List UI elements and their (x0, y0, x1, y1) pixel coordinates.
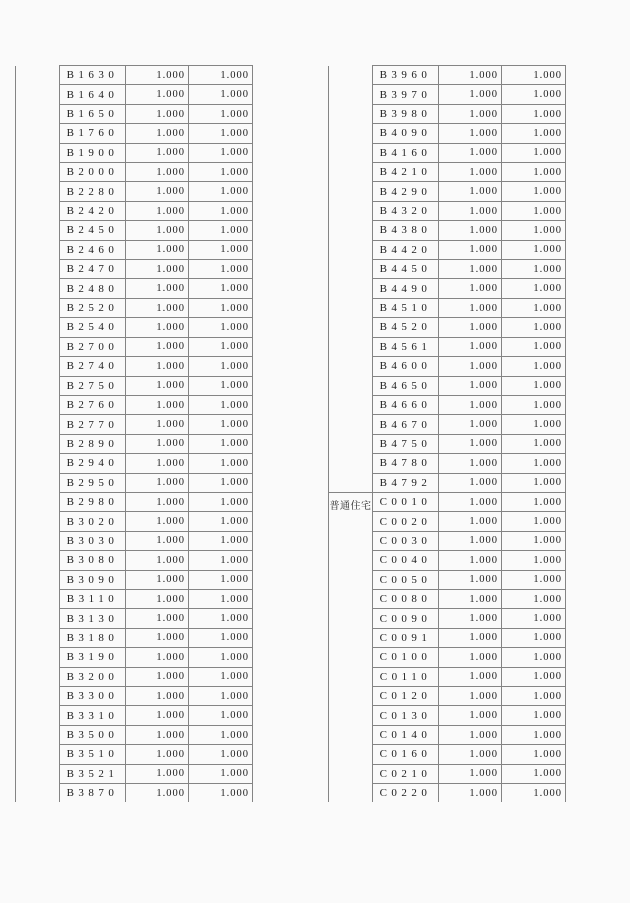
value-cell: 1.000 (189, 434, 253, 453)
value-cell: 1.000 (439, 143, 502, 162)
value-cell: 1.000 (189, 687, 253, 706)
value-cell: 1.000 (502, 104, 566, 123)
value-cell: 1.000 (189, 221, 253, 240)
value-cell: 1.000 (126, 104, 189, 123)
value-cell: 1.000 (502, 706, 566, 725)
value-cell: 1.000 (502, 434, 566, 453)
value-cell: 1.000 (189, 706, 253, 725)
value-cell: 1.000 (502, 182, 566, 201)
value-cell: 1.000 (126, 454, 189, 473)
code-cell: B4450 (373, 260, 439, 279)
value-cell: 1.000 (126, 298, 189, 317)
code-cell: B3110 (60, 589, 126, 608)
code-cell: B2980 (60, 492, 126, 511)
value-cell: 1.000 (439, 395, 502, 414)
code-cell: B3500 (60, 725, 126, 744)
value-cell: 1.000 (126, 318, 189, 337)
value-cell: 1.000 (189, 473, 253, 492)
value-cell: 1.000 (189, 745, 253, 764)
value-cell: 1.000 (439, 182, 502, 201)
value-cell: 1.000 (502, 589, 566, 608)
code-cell: B2280 (60, 182, 126, 201)
value-cell: 1.000 (189, 260, 253, 279)
code-cell: B3310 (60, 706, 126, 725)
value-cell: 1.000 (439, 337, 502, 356)
value-cell: 1.000 (439, 551, 502, 570)
value-cell: 1.000 (189, 531, 253, 550)
value-cell: 1.000 (189, 784, 253, 803)
value-cell: 1.000 (439, 85, 502, 104)
value-cell: 1.000 (189, 66, 253, 85)
value-cell: 1.000 (502, 318, 566, 337)
value-cell: 1.000 (189, 395, 253, 414)
value-cell: 1.000 (189, 512, 253, 531)
value-cell: 1.000 (502, 764, 566, 783)
value-cell: 1.000 (439, 648, 502, 667)
left-table-body (16, 66, 253, 803)
value-cell: 1.000 (439, 725, 502, 744)
value-cell: 1.000 (126, 279, 189, 298)
value-cell: 1.000 (126, 473, 189, 492)
code-cell: B3090 (60, 570, 126, 589)
value-cell: 1.000 (126, 221, 189, 240)
value-cell: 1.000 (126, 201, 189, 220)
code-cell: B2450 (60, 221, 126, 240)
code-cell: B3870 (60, 784, 126, 803)
value-cell: 1.000 (439, 318, 502, 337)
value-cell: 1.000 (189, 85, 253, 104)
value-cell: 1.000 (126, 784, 189, 803)
value-cell: 1.000 (439, 628, 502, 647)
value-cell: 1.000 (126, 395, 189, 414)
value-cell: 1.000 (126, 66, 189, 85)
value-cell: 1.000 (126, 589, 189, 608)
value-cell: 1.000 (126, 415, 189, 434)
value-cell: 1.000 (502, 395, 566, 414)
value-cell: 1.000 (502, 609, 566, 628)
value-cell: 1.000 (502, 745, 566, 764)
value-cell: 1.000 (502, 512, 566, 531)
value-cell: 1.000 (439, 745, 502, 764)
value-cell: 1.000 (439, 66, 502, 85)
value-cell: 1.000 (439, 512, 502, 531)
value-cell: 1.000 (189, 551, 253, 570)
value-cell: 1.000 (502, 473, 566, 492)
code-cell: C0030 (373, 531, 439, 550)
value-cell: 1.000 (189, 725, 253, 744)
code-cell: B2760 (60, 395, 126, 414)
table-row (329, 492, 566, 511)
code-cell: B3030 (60, 531, 126, 550)
value-cell: 1.000 (502, 260, 566, 279)
value-cell: 1.000 (439, 201, 502, 220)
value-cell: 1.000 (126, 492, 189, 511)
code-cell: C0050 (373, 570, 439, 589)
value-cell: 1.000 (439, 784, 502, 803)
code-cell: C0160 (373, 745, 439, 764)
code-cell: B3300 (60, 687, 126, 706)
code-cell: B4420 (373, 240, 439, 259)
value-cell: 1.000 (439, 473, 502, 492)
value-cell: 1.000 (439, 764, 502, 783)
value-cell: 1.000 (439, 492, 502, 511)
code-cell: B4520 (373, 318, 439, 337)
code-cell: B1650 (60, 104, 126, 123)
value-cell: 1.000 (502, 357, 566, 376)
value-cell: 1.000 (189, 182, 253, 201)
code-cell: B4160 (373, 143, 439, 162)
value-cell: 1.000 (439, 589, 502, 608)
code-cell: C0080 (373, 589, 439, 608)
value-cell: 1.000 (502, 648, 566, 667)
code-cell: B3521 (60, 764, 126, 783)
category-label-cell (329, 66, 373, 493)
code-cell: B4561 (373, 337, 439, 356)
code-cell: B4090 (373, 124, 439, 143)
category-label-cell: 普通住宅 (329, 492, 373, 802)
code-cell: B3200 (60, 667, 126, 686)
value-cell: 1.000 (502, 240, 566, 259)
value-cell: 1.000 (126, 337, 189, 356)
value-cell: 1.000 (189, 318, 253, 337)
category-label-cell (16, 66, 60, 803)
code-cell: B3180 (60, 628, 126, 647)
value-cell: 1.000 (502, 221, 566, 240)
code-cell: B3130 (60, 609, 126, 628)
code-cell: B4670 (373, 415, 439, 434)
value-cell: 1.000 (439, 221, 502, 240)
value-cell: 1.000 (126, 706, 189, 725)
value-cell: 1.000 (126, 240, 189, 259)
value-cell: 1.000 (189, 357, 253, 376)
value-cell: 1.000 (126, 609, 189, 628)
code-cell: C0040 (373, 551, 439, 570)
value-cell: 1.000 (439, 124, 502, 143)
code-cell: B1630 (60, 66, 126, 85)
code-cell: B2420 (60, 201, 126, 220)
value-cell: 1.000 (189, 589, 253, 608)
code-cell: B4600 (373, 357, 439, 376)
code-cell: B4792 (373, 473, 439, 492)
value-cell: 1.000 (439, 298, 502, 317)
code-cell: B2540 (60, 318, 126, 337)
value-cell: 1.000 (439, 570, 502, 589)
value-cell: 1.000 (126, 648, 189, 667)
value-cell: 1.000 (126, 531, 189, 550)
value-cell: 1.000 (439, 667, 502, 686)
code-cell: B2700 (60, 337, 126, 356)
code-cell: B3960 (373, 66, 439, 85)
code-cell: C0120 (373, 687, 439, 706)
code-cell: B4380 (373, 221, 439, 240)
code-cell: C0140 (373, 725, 439, 744)
value-cell: 1.000 (126, 667, 189, 686)
value-cell: 1.000 (189, 570, 253, 589)
code-cell: B2940 (60, 454, 126, 473)
value-cell: 1.000 (189, 609, 253, 628)
value-cell: 1.000 (502, 85, 566, 104)
value-cell: 1.000 (502, 570, 566, 589)
table-row (16, 66, 253, 85)
value-cell: 1.000 (189, 667, 253, 686)
code-cell: B3080 (60, 551, 126, 570)
value-cell: 1.000 (502, 143, 566, 162)
value-cell: 1.000 (439, 376, 502, 395)
value-cell: 1.000 (126, 357, 189, 376)
code-cell: C0020 (373, 512, 439, 531)
code-cell: C0220 (373, 784, 439, 803)
value-cell: 1.000 (126, 628, 189, 647)
value-cell: 1.000 (126, 512, 189, 531)
value-cell: 1.000 (502, 298, 566, 317)
value-cell: 1.000 (189, 337, 253, 356)
code-cell: B3980 (373, 104, 439, 123)
code-cell: B2740 (60, 357, 126, 376)
code-cell: B4750 (373, 434, 439, 453)
value-cell: 1.000 (502, 376, 566, 395)
value-cell: 1.000 (439, 357, 502, 376)
right-table (328, 65, 566, 802)
code-cell: B4780 (373, 454, 439, 473)
value-cell: 1.000 (189, 376, 253, 395)
value-cell: 1.000 (502, 492, 566, 511)
code-cell: B1900 (60, 143, 126, 162)
left-table (15, 65, 253, 802)
value-cell: 1.000 (126, 764, 189, 783)
value-cell: 1.000 (502, 66, 566, 85)
value-cell: 1.000 (502, 628, 566, 647)
value-cell: 1.000 (502, 163, 566, 182)
code-cell: B1760 (60, 124, 126, 143)
value-cell: 1.000 (189, 163, 253, 182)
value-cell: 1.000 (126, 260, 189, 279)
code-cell: B2460 (60, 240, 126, 259)
value-cell: 1.000 (126, 745, 189, 764)
code-cell: B1640 (60, 85, 126, 104)
code-cell: B2000 (60, 163, 126, 182)
value-cell: 1.000 (189, 492, 253, 511)
code-cell: B2950 (60, 473, 126, 492)
code-cell: B4660 (373, 395, 439, 414)
value-cell: 1.000 (439, 454, 502, 473)
code-cell: C0091 (373, 628, 439, 647)
value-cell: 1.000 (126, 182, 189, 201)
code-cell: B4210 (373, 163, 439, 182)
code-cell: B2480 (60, 279, 126, 298)
value-cell: 1.000 (439, 434, 502, 453)
value-cell: 1.000 (189, 201, 253, 220)
value-cell: 1.000 (189, 279, 253, 298)
value-cell: 1.000 (439, 415, 502, 434)
value-cell: 1.000 (189, 124, 253, 143)
value-cell: 1.000 (502, 201, 566, 220)
value-cell: 1.000 (439, 163, 502, 182)
value-cell: 1.000 (502, 551, 566, 570)
code-cell: C0210 (373, 764, 439, 783)
value-cell: 1.000 (439, 609, 502, 628)
value-cell: 1.000 (126, 434, 189, 453)
value-cell: 1.000 (439, 240, 502, 259)
value-cell: 1.000 (126, 570, 189, 589)
value-cell: 1.000 (502, 784, 566, 803)
code-cell: B3190 (60, 648, 126, 667)
value-cell: 1.000 (126, 376, 189, 395)
value-cell: 1.000 (189, 143, 253, 162)
code-cell: B4290 (373, 182, 439, 201)
value-cell: 1.000 (126, 163, 189, 182)
value-cell: 1.000 (126, 551, 189, 570)
code-cell: B3020 (60, 512, 126, 531)
value-cell: 1.000 (502, 415, 566, 434)
code-cell: C0090 (373, 609, 439, 628)
value-cell: 1.000 (126, 143, 189, 162)
value-cell: 1.000 (126, 687, 189, 706)
code-cell: B3970 (373, 85, 439, 104)
value-cell: 1.000 (502, 124, 566, 143)
table-row (329, 66, 566, 85)
value-cell: 1.000 (502, 687, 566, 706)
code-cell: B2470 (60, 260, 126, 279)
code-cell: B4510 (373, 298, 439, 317)
code-cell: C0100 (373, 648, 439, 667)
value-cell: 1.000 (189, 648, 253, 667)
value-cell: 1.000 (439, 260, 502, 279)
value-cell: 1.000 (189, 454, 253, 473)
value-cell: 1.000 (439, 104, 502, 123)
code-cell: B2890 (60, 434, 126, 453)
code-cell: B2770 (60, 415, 126, 434)
value-cell: 1.000 (439, 531, 502, 550)
value-cell: 1.000 (189, 104, 253, 123)
value-cell: 1.000 (502, 454, 566, 473)
code-cell: B4320 (373, 201, 439, 220)
value-cell: 1.000 (126, 725, 189, 744)
code-cell: B2750 (60, 376, 126, 395)
value-cell: 1.000 (502, 279, 566, 298)
value-cell: 1.000 (502, 725, 566, 744)
right-table-body (329, 66, 566, 803)
code-cell: C0010 (373, 492, 439, 511)
value-cell: 1.000 (502, 667, 566, 686)
code-cell: B4650 (373, 376, 439, 395)
code-cell: C0110 (373, 667, 439, 686)
value-cell: 1.000 (189, 298, 253, 317)
value-cell: 1.000 (502, 337, 566, 356)
value-cell: 1.000 (189, 240, 253, 259)
value-cell: 1.000 (502, 531, 566, 550)
code-cell: B2520 (60, 298, 126, 317)
value-cell: 1.000 (439, 279, 502, 298)
value-cell: 1.000 (126, 85, 189, 104)
value-cell: 1.000 (189, 764, 253, 783)
value-cell: 1.000 (439, 706, 502, 725)
value-cell: 1.000 (126, 124, 189, 143)
value-cell: 1.000 (189, 628, 253, 647)
code-cell: C0130 (373, 706, 439, 725)
code-cell: B4490 (373, 279, 439, 298)
value-cell: 1.000 (189, 415, 253, 434)
code-cell: B3510 (60, 745, 126, 764)
value-cell: 1.000 (439, 687, 502, 706)
